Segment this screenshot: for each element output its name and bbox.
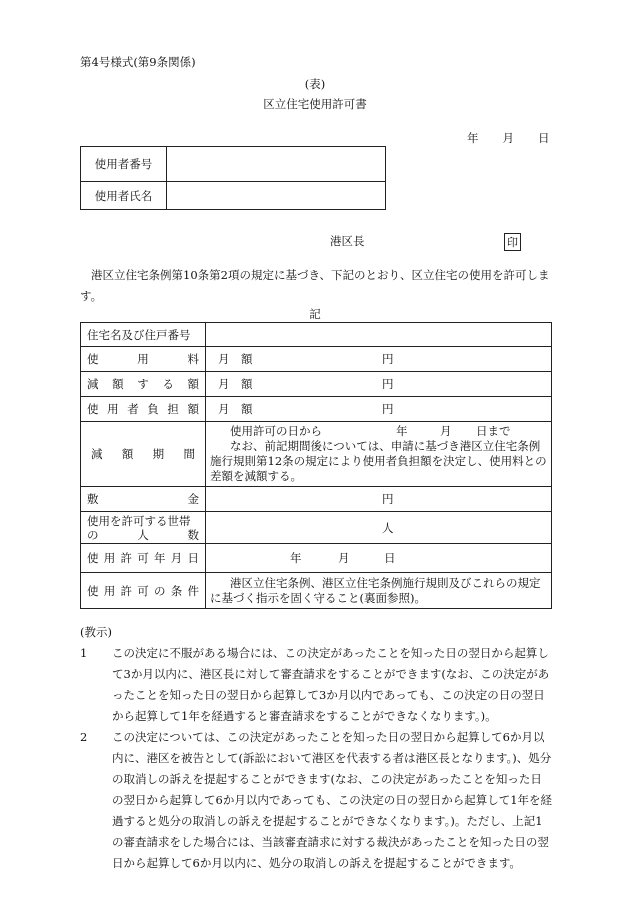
ki-label: 記 <box>309 307 321 321</box>
permit-table <box>80 322 552 609</box>
notice-list <box>80 643 552 874</box>
housing-row <box>81 323 552 347</box>
notice-item-1 <box>80 643 552 727</box>
period-until-label: 日まで <box>476 424 511 438</box>
fee-row <box>81 347 552 372</box>
household-label-line2: の 人 数 <box>87 527 199 542</box>
user-number-value <box>167 147 386 182</box>
notice-item-1-text: この決定に不服がある場合には、この決定があったことを知った日の翌日から起算して3か月以内に、港区長に対して審査請求をすることができます(なお、この決定があったことを知った日の翌日から起算して3か月以内であっても、この決定の日の翌日から起算して1年を経過すると審査請求をすることができなくなります。)。 <box>112 646 550 723</box>
deposit-yen-label: 円 <box>382 492 394 506</box>
notice-item-2-number: 2 <box>80 730 88 744</box>
notice-item-2 <box>80 727 552 874</box>
issue-date <box>467 130 550 146</box>
user-name-row <box>81 182 386 210</box>
permit-month-label: 月 <box>338 551 350 565</box>
form-number: 第4号様式(第9条関係) <box>80 55 196 69</box>
burden-row <box>81 397 552 422</box>
user-name-value <box>167 182 386 210</box>
user-name-label: 使用者氏名 <box>81 182 167 210</box>
issuer-name: 港区長 <box>330 234 365 248</box>
conditions-text: 港区立住宅条例、港区立住宅条例施行規則及びこれらの規定に基づく指示を固く守ること(裏面参照)。 <box>210 575 541 605</box>
notice-item-1-number: 1 <box>80 646 88 660</box>
burden-yen-label: 円 <box>382 402 394 416</box>
user-number-label: 使用者番号 <box>81 147 167 182</box>
seal-mark: 印 <box>504 233 521 251</box>
document-title: 区立住宅使用許可書 <box>263 97 367 111</box>
household-unit-label: 人 <box>382 520 394 535</box>
period-label: 減 額 期 間 <box>91 447 195 461</box>
housing-label: 住宅名及び住戸番号 <box>81 323 206 347</box>
conditions-row <box>81 573 552 609</box>
burden-month-label: 月 額 <box>218 402 253 416</box>
period-row <box>81 422 552 487</box>
user-number-row <box>81 147 386 182</box>
period-year-label: 年 <box>396 424 408 438</box>
reduction-label: 減 額 す る 額 <box>87 377 199 391</box>
date-year-label: 年 <box>467 131 479 145</box>
permit-year-label: 年 <box>290 551 302 565</box>
date-month-label: 月 <box>502 131 514 145</box>
permit-day-label: 日 <box>384 551 396 565</box>
side-label: (表) <box>304 77 326 91</box>
deposit-label: 敷 金 <box>87 492 199 506</box>
fee-yen-label: 円 <box>382 352 394 366</box>
housing-value <box>206 323 552 347</box>
household-row <box>81 512 552 544</box>
conditions-label: 使 用 許 可 の 条 件 <box>87 583 199 598</box>
permit-date-row <box>81 544 552 573</box>
date-day-label: 日 <box>538 131 550 145</box>
user-box <box>80 146 386 210</box>
period-from-line <box>210 424 547 439</box>
burden-label: 使 用 者 負 担 額 <box>87 402 199 416</box>
notice-item-2-text: この決定については、この決定があったことを知った日の翌日から起算して6か月以内に、港区を被告として(訴訟において港区を代表する者は港区長となります。)、処分の取消しの訴えを提起することができます(なお、この決定があったことを知った日の翌日から起算して6か月以内であっても、この決定の日の翌日から起算して1年を経過すると処分の取消しの訴えを提起することができなくなります。)。ただし、上記1の審査請求をした場合には、当該審査請求に対する裁決があったことを知った日の翌日から起算して6か月以内に、処分の取消しの訴えを提起することができます。 <box>112 730 553 870</box>
fee-month-label: 月 額 <box>218 352 253 366</box>
period-month-label: 月 <box>440 424 452 438</box>
reduction-month-label: 月 額 <box>218 377 253 391</box>
permit-date-label: 使 用 許 可 年 月 日 <box>87 551 199 565</box>
period-from-label: 使用許可の日から <box>230 424 322 438</box>
period-note: なお、前記期間後については、申請に基づき港区立住宅条例施行規則第12条の規定により使用者負担額を決定し、使用料との差額を減額する。 <box>210 439 547 483</box>
notice-heading: (教示) <box>80 625 112 639</box>
deposit-row <box>81 487 552 512</box>
body-text: 港区立住宅条例第10条第2項の規定に基づき、下記のとおり、区立住宅の使用を許可します。 <box>80 268 550 303</box>
fee-label: 使 用 料 <box>87 352 199 366</box>
reduction-yen-label: 円 <box>382 377 394 391</box>
reduction-row <box>81 372 552 397</box>
household-label-line1: 使用を許可する世帯 <box>87 513 191 528</box>
